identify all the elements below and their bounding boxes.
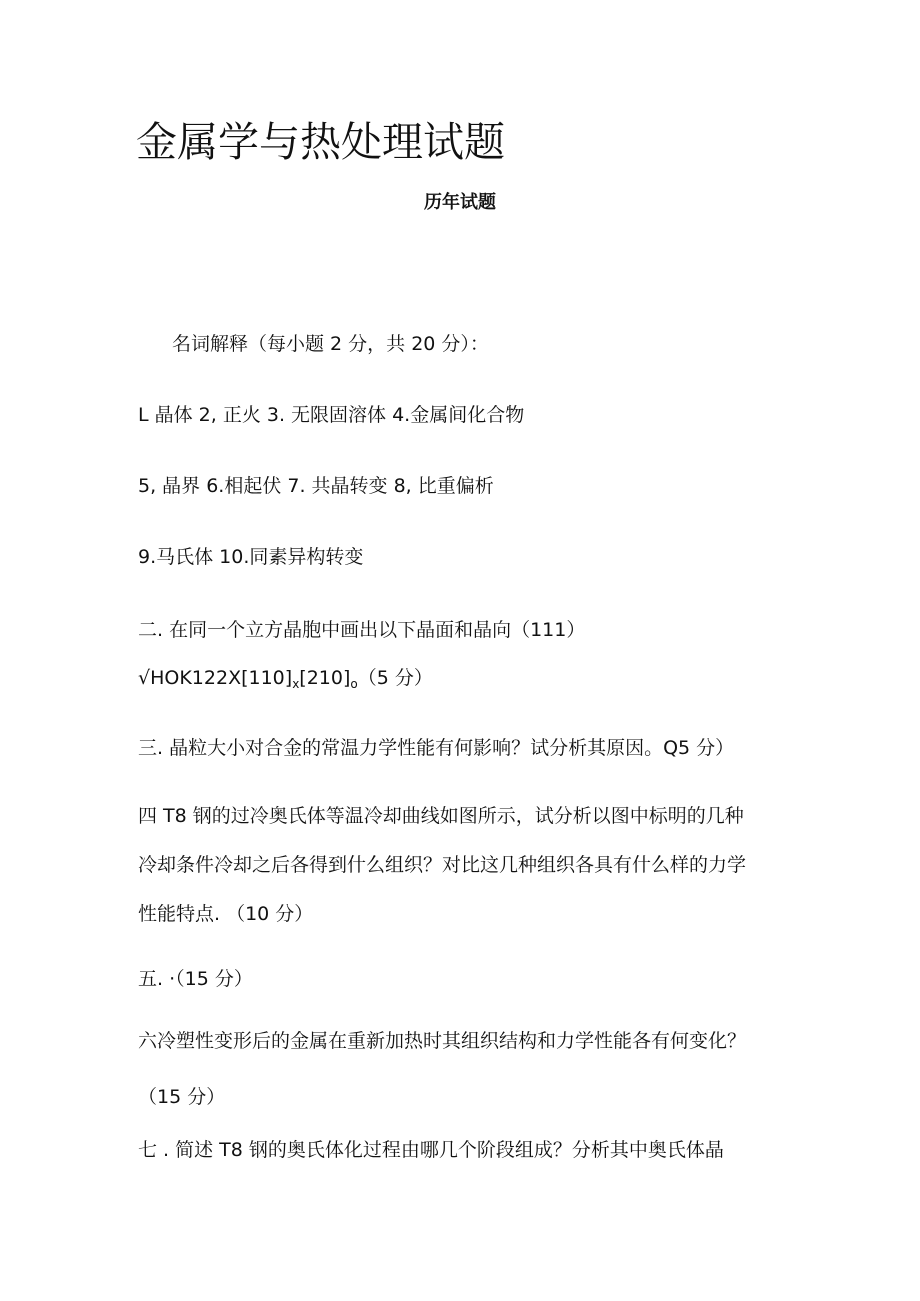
crystal-notation-a: √HOK122X[110] <box>138 667 293 689</box>
crystal-notation-b: [210] <box>299 667 351 689</box>
question-6-line-1: 六冷塑性变形后的金属在重新加热时其组织结构和力学性能各有何变化？ <box>138 1030 747 1052</box>
question-5: 五. ·（15 分） <box>138 968 253 990</box>
terms-line-3: 9.马氏体 10.同素异构转变 <box>138 546 364 568</box>
question-4-line-2: 冷却条件冷却之后各得到什么组织？对比这几种组织各具有什么样的力学 <box>138 854 747 876</box>
question-7-line-1: 七 . 简述 T8 钢的奥氏体化过程由哪几个阶段组成？分析其中奥氏体晶 <box>138 1139 724 1161</box>
question-6-line-2: （15 分） <box>138 1086 226 1108</box>
document-subtitle: 历年试题 <box>424 192 496 213</box>
question-3: 三. 晶粒大小对合金的常温力学性能有何影响？试分析其原因。Q5 分） <box>138 737 735 759</box>
question-2-line-1: 二. 在同一个立方晶胞中画出以下晶面和晶向（111） <box>138 619 586 641</box>
points-label: （5 分） <box>357 667 433 689</box>
question-2-line-2 <box>138 666 433 690</box>
section-1-heading: 名词解释（每小题 2 分，共 20 分）： <box>172 333 489 355</box>
question-4-line-1: 四 T8 钢的过冷奥氏体等温冷却曲线如图所示，试分析以图中标明的几种 <box>138 805 744 827</box>
notation-subscript-2: o <box>350 677 358 691</box>
notation-subscript-1: x <box>292 677 300 691</box>
question-4-line-3: 性能特点. （10 分） <box>138 903 314 925</box>
terms-line-2: 5, 晶界 6.相起伏 7. 共晶转变 8, 比重偏析 <box>138 475 494 497</box>
terms-line-1: L 晶体 2, 正火 3. 无限固溶体 4.金属间化合物 <box>138 404 525 426</box>
document-title: 金属学与热处理试题 <box>136 118 505 166</box>
